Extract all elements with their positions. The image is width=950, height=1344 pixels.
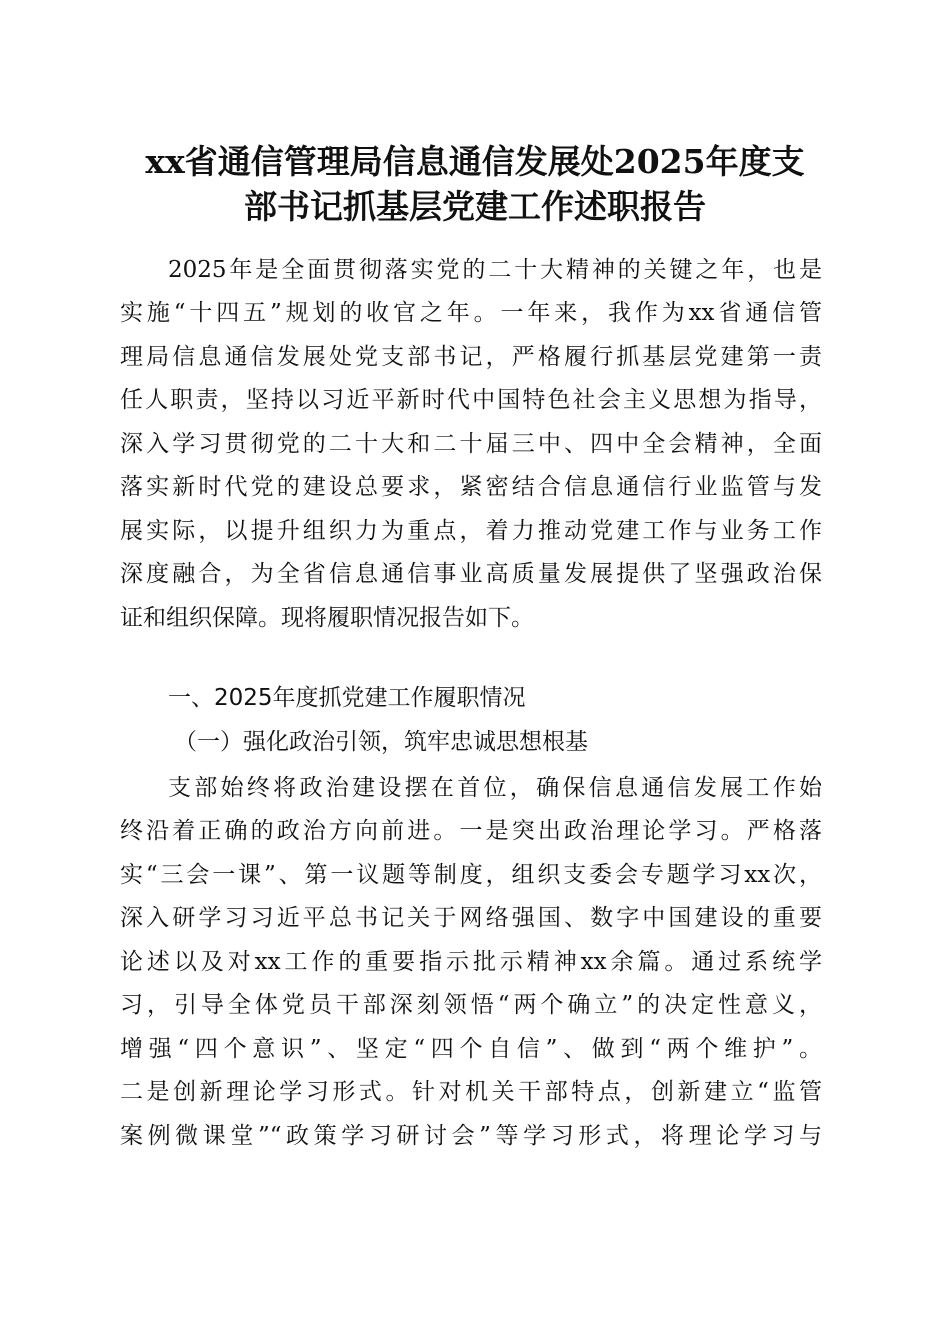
paragraph-line: 深度融合，为全省信息通信事业高质量发展提供了坚强政治保 <box>120 561 822 587</box>
paragraph-line: 实“三会一课”、第一议题等制度，组织支委会专题学习xx次， <box>120 862 822 888</box>
paragraph-line: 二是创新理论学习形式。针对机关干部特点，创新建立“监管 <box>120 1079 822 1105</box>
paragraph-line: 习，引导全体党员干部深刻领悟“两个确立”的决定性意义， <box>120 992 822 1018</box>
subsection-heading: （一）强化政治引领，筑牢忠诚思想根基 <box>174 729 588 755</box>
paragraph-line: 终沿着正确的政治方向前进。一是突出政治理论学习。严格落 <box>120 818 822 844</box>
paragraph-line: 论述以及对xx工作的重要指示批示精神xx余篇。通过系统学 <box>120 949 822 975</box>
paragraph-line: 深入学习贯彻党的二十大和二十届三中、四中全会精神，全面 <box>120 431 822 457</box>
paragraph-line: 实施“十四五”规划的收官之年。一年来，我作为xx省通信管 <box>120 300 822 326</box>
paragraph-line: 证和组织保障。现将履职情况报告如下。 <box>120 605 534 631</box>
paragraph-line: 展实际，以提升组织力为重点，着力推动党建工作与业务工作 <box>120 518 822 544</box>
section-heading: 一、2025年度抓党建工作履职情况 <box>168 685 526 711</box>
document-title-line-1: xx省通信管理局信息通信发展处2025年度支 <box>145 142 805 181</box>
paragraph-line: 2025年是全面贯彻落实党的二十大精神的关键之年，也是 <box>168 257 822 283</box>
paragraph-line: 深入研学习习近平总书记关于网络强国、数字中国建设的重要 <box>120 905 822 931</box>
paragraph-line: 落实新时代党的建设总要求，紧密结合信息通信行业监管与发 <box>120 474 822 500</box>
paragraph-line: 任人职责，坚持以习近平新时代中国特色社会主义思想为指导， <box>120 387 822 413</box>
paragraph-line: 案例微课堂”“政策学习研讨会”等学习形式，将理论学习与 <box>120 1123 822 1149</box>
paragraph-line: 理局信息通信发展处党支部书记，严格履行抓基层党建第一责 <box>120 344 822 370</box>
paragraph-line: 支部始终将政治建设摆在首位，确保信息通信发展工作始 <box>168 775 822 801</box>
document-title-line-2: 部书记抓基层党建工作述职报告 <box>244 187 706 226</box>
paragraph-line: 增强“四个意识”、坚定“四个自信”、做到“两个维护”。 <box>120 1036 822 1062</box>
